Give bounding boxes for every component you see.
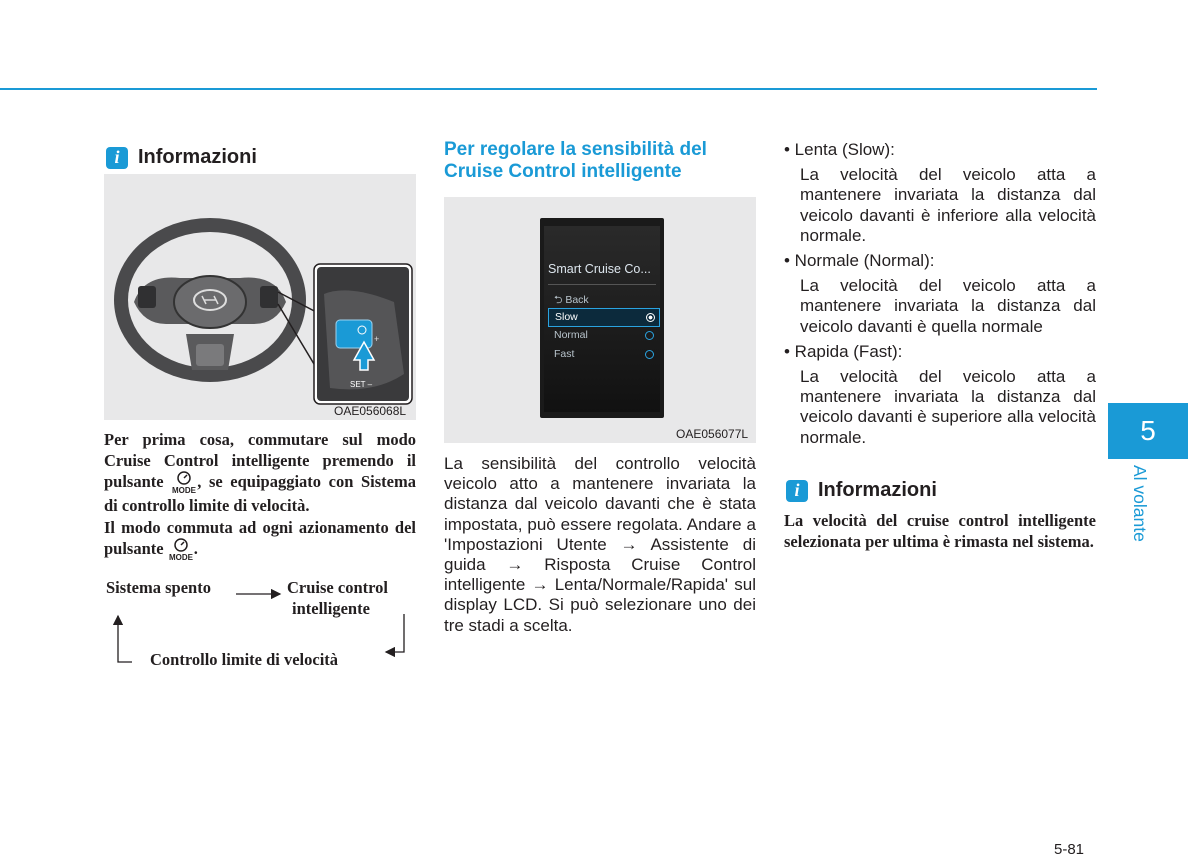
figure2-caption: OAE056077L <box>676 427 749 441</box>
radio-icon <box>645 331 654 340</box>
flow-speed-limit: Controllo limite di velocità <box>150 650 339 669</box>
mode-button-icon <box>171 471 197 495</box>
svg-text:MODE: MODE <box>172 486 197 496</box>
info-title: Informazioni <box>138 146 257 168</box>
col2-paragraph: La sensibilità del controllo velocità veicolo atto a mantenere invariata la distanza dal veicolo davanti che è stata impostata, può essere regolata. Andare a 'Impostazioni Utente → Assistente di guida → Risposta Cruise Control intelligente → Lenta/Normale/Rapida' sul display LCD. Si può selezionare uno dei tre stadi a scelta. <box>444 454 756 635</box>
option-fast-head: • Rapida (Fast): <box>784 341 903 361</box>
info-heading-2 <box>786 479 937 502</box>
info-note: La velocità del cruise control intelligente selezionata per ultima è rimasta nel sistema. <box>784 511 1096 551</box>
chapter-tab: 5 <box>1108 403 1188 459</box>
p2-text-b: . <box>193 539 198 558</box>
lcd-figure <box>444 197 756 443</box>
speed-options-list <box>784 140 1096 453</box>
radio-icon <box>645 350 654 359</box>
option-slow-head: • Lenta (Slow): <box>784 140 895 159</box>
info-icon: i <box>106 147 128 169</box>
flow-cruise-line2: intelligente <box>292 599 370 618</box>
figure1-caption: OAE056068L <box>334 404 407 418</box>
lcd-option-slow: Slow <box>548 308 660 327</box>
steering-wheel-figure <box>104 174 416 420</box>
info-icon: i <box>786 480 808 502</box>
flow-system-off: Sistema spento <box>106 578 211 597</box>
option-normal-head: • Normale (Normal): <box>784 251 935 271</box>
set-label: SET – <box>350 380 373 389</box>
chapter-label: Al volante <box>1130 465 1150 542</box>
radio-selected-icon <box>646 313 655 322</box>
option-fast-body: La velocità del veicolo atta a mantenere invariata la distanza dal veicolo davanti è superiore alla velocità normale. <box>800 367 1096 447</box>
lcd-option-fast: Fast <box>548 346 658 363</box>
p1-text-b: , se equipaggiato con Sistema di controllo limite di velocità. <box>104 472 416 516</box>
top-rule <box>0 88 1097 90</box>
svg-text:+: + <box>374 334 380 344</box>
option-slow-body: La velocità del veicolo atta a mantenere invariata la distanza dal veicolo davanti è inferiore alla velocità normale. <box>800 165 1096 245</box>
lcd-back: ⮌ Back <box>554 294 589 306</box>
p1-text-a: Per prima cosa, commutare sul modo Cruise Control intelligente premendo il pulsante <box>104 430 416 491</box>
option-normal-body: La velocità del veicolo atta a mantenere invariata la distanza dal veicolo davanti è quella normale <box>800 276 1096 336</box>
lcd-option-normal: Normal <box>548 327 658 344</box>
info-title-2: Informazioni <box>818 479 937 501</box>
col1-paragraph-1 <box>104 429 416 516</box>
page-number: 5-81 <box>1054 841 1085 858</box>
flow-cruise-line1: Cruise control <box>287 578 388 597</box>
col1-paragraph-2 <box>104 517 416 562</box>
mode-button-icon-2 <box>168 538 194 562</box>
lcd-title: Smart Cruise Co... <box>548 262 651 276</box>
lcd-separator <box>548 284 656 285</box>
section-title: Per regolare la sensibilità del Cruise Control intelligente <box>444 139 707 182</box>
mode-flow-diagram <box>104 578 416 678</box>
p2-text-a: Il modo commuta ad ogni azionamento del pulsante <box>104 518 416 558</box>
lcd-display <box>540 218 664 418</box>
svg-text:MODE: MODE <box>168 553 193 563</box>
info-heading <box>106 146 257 169</box>
